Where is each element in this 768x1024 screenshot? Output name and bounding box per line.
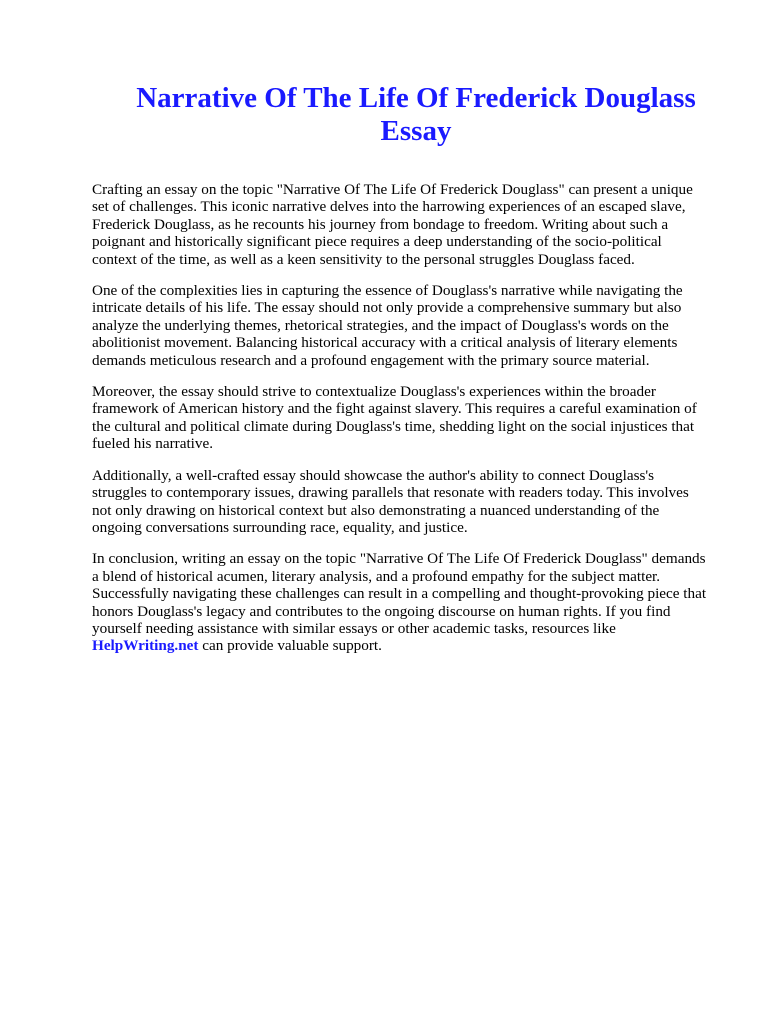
text-line: Frederick Douglass, as he recounts his journey from bondage to freedom. Writing about such a bbox=[92, 215, 669, 233]
title-line: Essay bbox=[380, 115, 452, 147]
text-line: analyze the underlying themes, rhetorical strategies, and the impact of Douglass's words on the bbox=[92, 316, 669, 334]
text-line: not only drawing on historical context but also demonstrating a nuanced understanding of the bbox=[92, 501, 660, 519]
text-line: fueled his narrative. bbox=[92, 435, 214, 453]
paragraph-2 bbox=[92, 282, 704, 369]
text-line: struggles to contemporary issues, drawing parallels that resonate with readers today. This involves bbox=[92, 484, 689, 502]
text-line: abolitionist movement. Balancing historical accuracy with a critical analysis of literary elements bbox=[92, 334, 678, 352]
text-line: Crafting an essay on the topic "Narrative Of The Life Of Frederick Douglass" can present a unique bbox=[92, 181, 693, 198]
paragraph-1 bbox=[92, 181, 704, 268]
helpwriting-link[interactable]: HelpWriting.net bbox=[92, 637, 199, 655]
text-line-final bbox=[92, 637, 704, 654]
text-line: ongoing conversations surrounding race, equality, and justice. bbox=[92, 518, 468, 536]
text-line: framework of American history and the fight against slavery. This requires a careful examination of bbox=[92, 400, 697, 418]
text-line: poignant and historically significant piece requires a deep understanding of the socio-political bbox=[92, 233, 662, 251]
text-line: intricate details of his life. The essay should not only provide a comprehensive summary but also bbox=[92, 299, 682, 317]
text-line: set of challenges. This iconic narrative delves into the harrowing experiences of an escaped slave, bbox=[92, 198, 686, 216]
document-title bbox=[60, 82, 768, 148]
paragraph-4 bbox=[92, 467, 704, 537]
text-line: demands meticulous research and a profound engagement with the primary source material. bbox=[92, 351, 650, 369]
final-line-text: can provide valuable support. bbox=[198, 637, 382, 655]
title-line: Narrative Of The Life Of Frederick Douglass bbox=[136, 82, 696, 114]
paragraph-5 bbox=[92, 550, 707, 655]
text-line: honors Douglass's legacy and contributes to the ongoing discourse on human rights. If you find bbox=[92, 602, 671, 620]
text-line: Moreover, the essay should strive to contextualize Douglass's experiences within the broader bbox=[92, 383, 656, 401]
document-body bbox=[92, 181, 707, 669]
text-line: Additionally, a well-crafted essay should showcase the author's ability to connect Douglass's bbox=[92, 466, 655, 484]
text-line: a blend of historical acumen, literary analysis, and a profound empathy for the subject matter. bbox=[92, 567, 661, 585]
text-line: context of the time, as well as a keen sensitivity to the personal struggles Douglass faced. bbox=[92, 250, 635, 268]
text-line: One of the complexities lies in capturing the essence of Douglass's narrative while navigating the bbox=[92, 282, 683, 300]
text-line: Successfully navigating these challenges can result in a compelling and thought-provoking piece that bbox=[92, 585, 707, 603]
paragraph-3 bbox=[92, 383, 704, 453]
text-line: yourself needing assistance with similar essays or other academic tasks, resources like bbox=[92, 619, 616, 637]
text-line: In conclusion, writing an essay on the topic "Narrative Of The Life Of Frederick Douglass" demands bbox=[92, 550, 706, 568]
text-line: the cultural and political climate during Douglass's time, shedding light on the social injustices that bbox=[92, 417, 695, 435]
